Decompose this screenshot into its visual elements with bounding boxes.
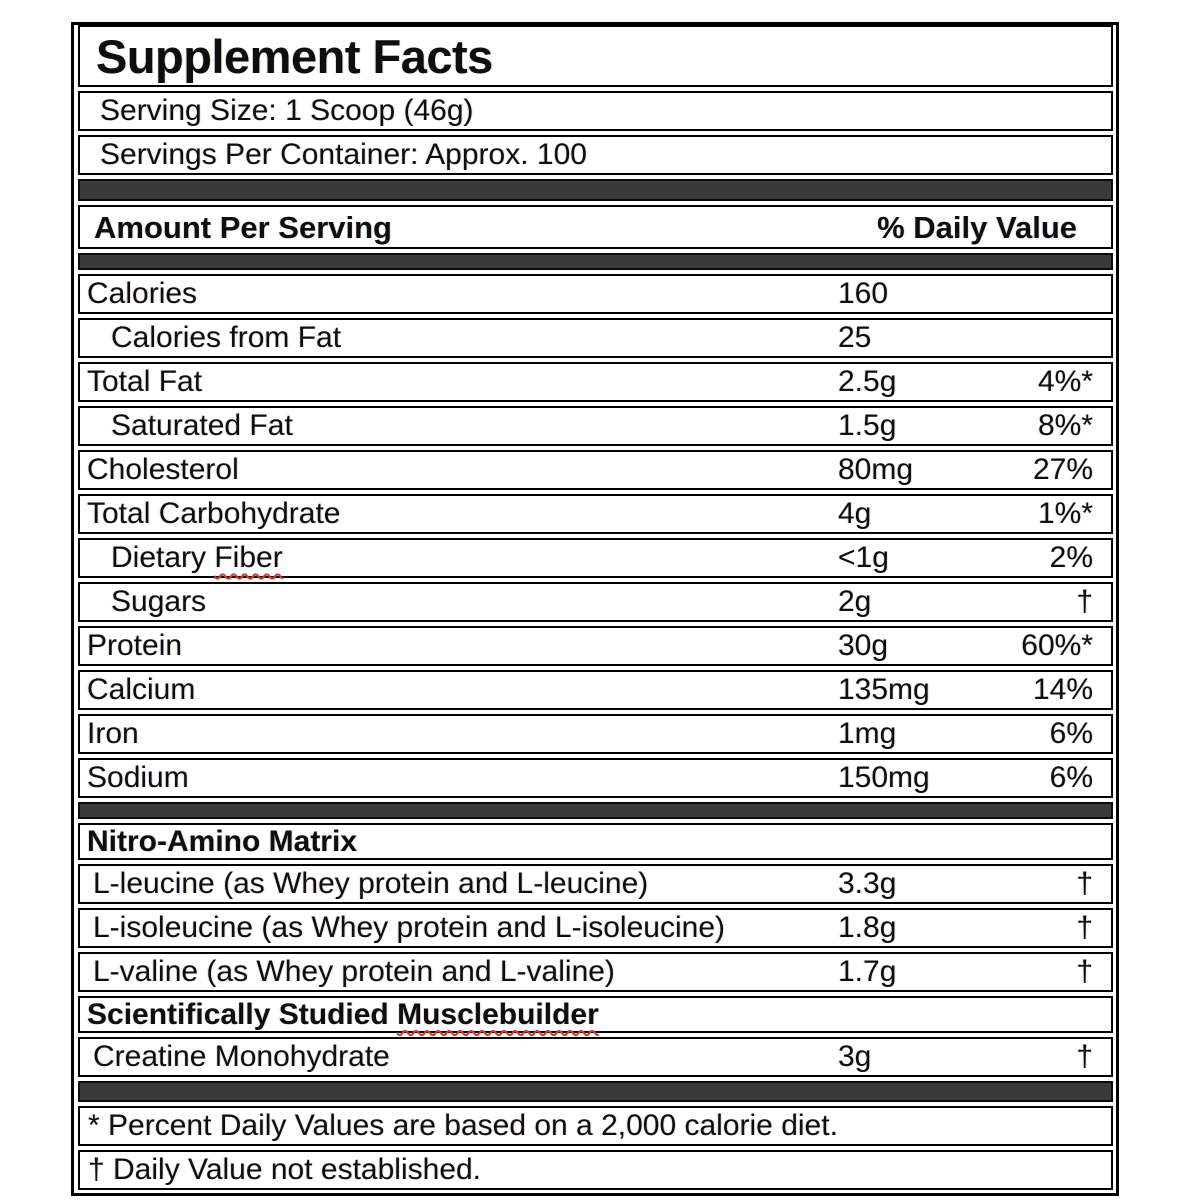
table-row <box>78 908 1113 948</box>
nutrient-name: L-valine (as Whey protein and L-valine) <box>93 955 615 988</box>
footnote-row <box>78 1106 1113 1146</box>
table-row <box>78 714 1113 754</box>
dagger-footnote: † Daily Value not established. <box>88 1153 482 1186</box>
divider-bar <box>78 1081 1113 1102</box>
amount-value: 3.3g <box>838 867 897 900</box>
amount-value: 1.5g <box>838 409 897 442</box>
nutrient-name: Sodium <box>87 761 189 794</box>
amount-value: 1.8g <box>838 911 897 944</box>
nutrient-name: L-isoleucine (as Whey protein and L-isoleucine) <box>93 911 725 944</box>
amount-value: 1.7g <box>838 955 897 988</box>
amount-value: 135mg <box>838 673 930 706</box>
nutrient-name: Dietary Fiber <box>111 541 283 574</box>
table-row <box>78 318 1113 358</box>
nutrient-table <box>78 274 1113 798</box>
column-header-row <box>78 205 1113 249</box>
amount-value: 30g <box>838 629 889 662</box>
label-title: Supplement Facts <box>96 29 493 83</box>
table-row <box>78 450 1113 490</box>
footnote-row <box>78 1150 1113 1190</box>
nutrient-name: Total Fat <box>87 365 203 398</box>
daily-value: 14% <box>1032 673 1093 706</box>
nutrient-name: L-leucine (as Whey protein and L-leucine) <box>93 867 649 900</box>
supplement-facts-label <box>71 22 1119 1196</box>
amount-value: 3g <box>838 1040 872 1073</box>
table-row <box>78 274 1113 314</box>
nutrient-name: Protein <box>87 629 183 662</box>
nutrient-name: Creatine Monohydrate <box>93 1040 390 1073</box>
divider-bar <box>78 253 1113 270</box>
table-row <box>78 362 1113 402</box>
daily-value: † <box>1076 585 1093 618</box>
nutrient-name: Sugars <box>111 585 207 618</box>
nutrient-name: Calories from Fat <box>111 321 342 354</box>
table-row <box>78 864 1113 904</box>
daily-value: † <box>1076 1040 1093 1073</box>
table-row <box>78 582 1113 622</box>
serving-size-row <box>78 91 1113 131</box>
servings-per-container-row <box>78 135 1113 175</box>
daily-value: 6% <box>1049 761 1093 794</box>
nutrient-name: Calories <box>87 277 198 310</box>
amount-value: 2.5g <box>838 365 897 398</box>
daily-value: 4%* <box>1037 365 1093 398</box>
nutrient-name: Scientifically Studied Musclebuilder <box>87 997 599 1031</box>
divider-bar <box>78 179 1113 201</box>
amount-value: 4g <box>838 497 872 530</box>
table-row <box>78 952 1113 992</box>
table-row <box>78 1037 1113 1077</box>
misspelled-word: Fiber <box>214 541 283 574</box>
table-row <box>78 494 1113 534</box>
table-row <box>78 626 1113 666</box>
section-heading-row <box>78 823 1113 860</box>
daily-value: † <box>1076 867 1093 900</box>
daily-value: † <box>1076 955 1093 988</box>
nutrient-name: Saturated Fat <box>111 409 293 442</box>
nutrient-name: Nitro-Amino Matrix <box>87 824 357 858</box>
daily-value: 2% <box>1049 541 1093 574</box>
section-heading-row <box>78 996 1113 1033</box>
nutrient-name: Iron <box>87 717 139 750</box>
nutrient-name: Cholesterol <box>87 453 239 486</box>
amount-value: 150mg <box>838 761 930 794</box>
amount-value: 160 <box>838 277 889 310</box>
daily-value: 27% <box>1032 453 1093 486</box>
servings-per-container-text: Servings Per Container: Approx. 100 <box>100 138 587 171</box>
amount-value: 25 <box>838 321 872 354</box>
divider-bar <box>78 802 1113 819</box>
daily-value: 1%* <box>1037 497 1093 530</box>
daily-value-header: % Daily Value <box>877 209 1077 245</box>
amount-value: 80mg <box>838 453 914 486</box>
daily-value: 6% <box>1049 717 1093 750</box>
daily-value: † <box>1076 911 1093 944</box>
amount-per-serving-header: Amount Per Serving <box>94 209 392 245</box>
percent-dv-footnote: * Percent Daily Values are based on a 2,000 calorie diet. <box>88 1109 838 1142</box>
daily-value: 8%* <box>1037 409 1093 442</box>
table-row <box>78 406 1113 446</box>
misspelled-word: Musclebuilder <box>397 997 599 1031</box>
blend-sections <box>78 823 1113 1077</box>
serving-size-text: Serving Size: 1 Scoop (46g) <box>100 94 474 127</box>
table-row <box>78 538 1113 578</box>
title-row <box>78 25 1113 87</box>
daily-value: 60%* <box>1021 629 1093 662</box>
amount-value: 2g <box>838 585 872 618</box>
nutrient-name: Total Carbohydrate <box>87 497 341 530</box>
nutrient-name: Calcium <box>87 673 196 706</box>
amount-value: <1g <box>838 541 889 574</box>
amount-value: 1mg <box>838 717 897 750</box>
table-row <box>78 758 1113 798</box>
table-row <box>78 670 1113 710</box>
